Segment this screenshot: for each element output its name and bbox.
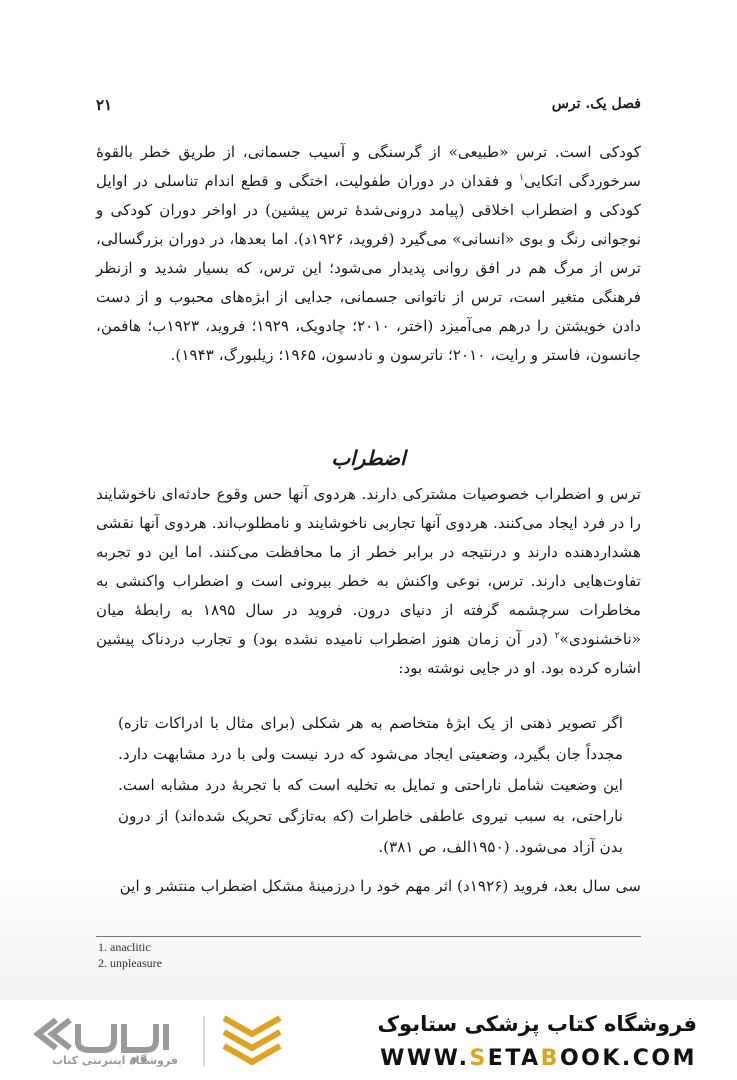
footnotes — [98, 939, 162, 971]
paragraph-fear-development — [96, 138, 641, 370]
footnote-ref-1: ۱ — [519, 172, 524, 183]
footnote-ref-2: ۲ — [554, 630, 560, 641]
store-url-link[interactable] — [380, 1046, 697, 1071]
url-prefix: WWW. — [380, 1046, 470, 1071]
footnote-2: 2. unpleasure — [98, 956, 162, 970]
paragraph-text: کودکی است. ترس «طبیعی» از گرسنگی و آسیب جسمانی، از طریق خطر بالقوهٔ سرخوردگی اتکایی — [96, 143, 641, 190]
paragraph-anxiety-intro — [96, 480, 641, 683]
logo-tagline: فروشگاه اینترنتی کتاب — [52, 1054, 178, 1067]
paragraph-text: (در آن زمان هنوز اضطراب نامیده نشده بود) و تجارب دردناک پیشین اشاره کرده بود. او در جایی نوشته بود: — [96, 630, 641, 677]
block-quote: اگر تصویر ذهنی از یک ابژهٔ متخاصم به هر شکلی (برای مثال با ادراکات تازه) مجدداً جان بگیرد، وضعیتی ایجاد می‌شود که درد نیست ولی با درد مشابهت دارد. این وضعیت شامل ناراحتی و تمایل به تخلیه است که با تجربهٔ درد مشابه است. ناراحتی، به سبب نیروی عاطفی خاطرات (که به‌تازگی تحریک شده‌اند) از درون بدن آزاد می‌شود. (۱۹۵۰الف، ص ۳۸۱). — [118, 714, 623, 856]
url-mid: ETA — [487, 1046, 541, 1071]
section-heading: اضطراب — [331, 446, 406, 470]
footnote-1: 1. anaclitic — [98, 940, 151, 954]
chapter-title: فصل یک. ترس — [551, 96, 641, 112]
footnote-divider — [96, 936, 641, 937]
url-accent-b: B — [540, 1046, 560, 1071]
url-accent-s: S — [469, 1046, 488, 1071]
paragraph-text: ترس و اضطراب خصوصیات مشترکی دارند. هردوی آنها حس وقوع حادثه‌ای ناخوشایند را در فرد ایجاد می‌کنند. هردوی آنها تجاربی ناخوشایند و نامطلوب‌اند. هردوی آنها نقشی هشداردهنده دارند و درنتیجه در برابر خطر از ما محافظت می‌کنند. اما این دو تجربه تفاوت‌هایی دارند. ترس، نوعی واکنش به خطر بیرونی است و اضطراب واکنشی به مخاطرات سرچشمه گرفته از دنیای درون. فروید در سال ۱۸۹۵ به رابطهٔ میان «ناخشنودی» — [96, 485, 641, 648]
paragraph-continuation: سی سال بعد، فروید (۱۹۲۶د) اثر مهم خود را درزمینهٔ مشکل اضطراب منتشر و این — [119, 877, 641, 895]
page-number: ۲۱ — [96, 96, 113, 114]
running-header — [96, 96, 641, 118]
url-suffix: OOK.COM — [559, 1046, 697, 1071]
store-title: فروشگاه کتاب پزشکی ستابوک — [377, 1012, 697, 1036]
store-banner — [0, 1000, 737, 1080]
paragraph-text: و فقدان در دوران طفولیت، اختگی و قطع اندام تناسلی در اوایل کودکی و اضطراب اخلاقی (پیامد درونی‌شدهٔ ترس پیشین) در اواخر دوران کودکی و نوجوانی رنگ و بوی «انسانی» می‌گیرد (فروید، ۱۹۲۶د). اما بعدها، در دوران بزرگسالی، ترس از مرگ هم در افق روانی پدیدار می‌شود؛ این ترس، که بسیار شدید و ازنظر فرهنگی متغیر است، ترس از ناتوانی جسمانی، جدایی از ابژه‌های محبوب و از دست دادن خویشتن را درهم می‌آمیزد (اختر، ۲۰۱۰؛ چادویک، ۱۹۲۹؛ فروید، ۱۹۲۳ب؛ هافمن، جانسون، فاستر و رایت، ۲۰۱۰؛ ناترسون و نادسون، ۱۹۶۵؛ زیلبورگ، ۱۹۴۳). — [96, 172, 642, 364]
